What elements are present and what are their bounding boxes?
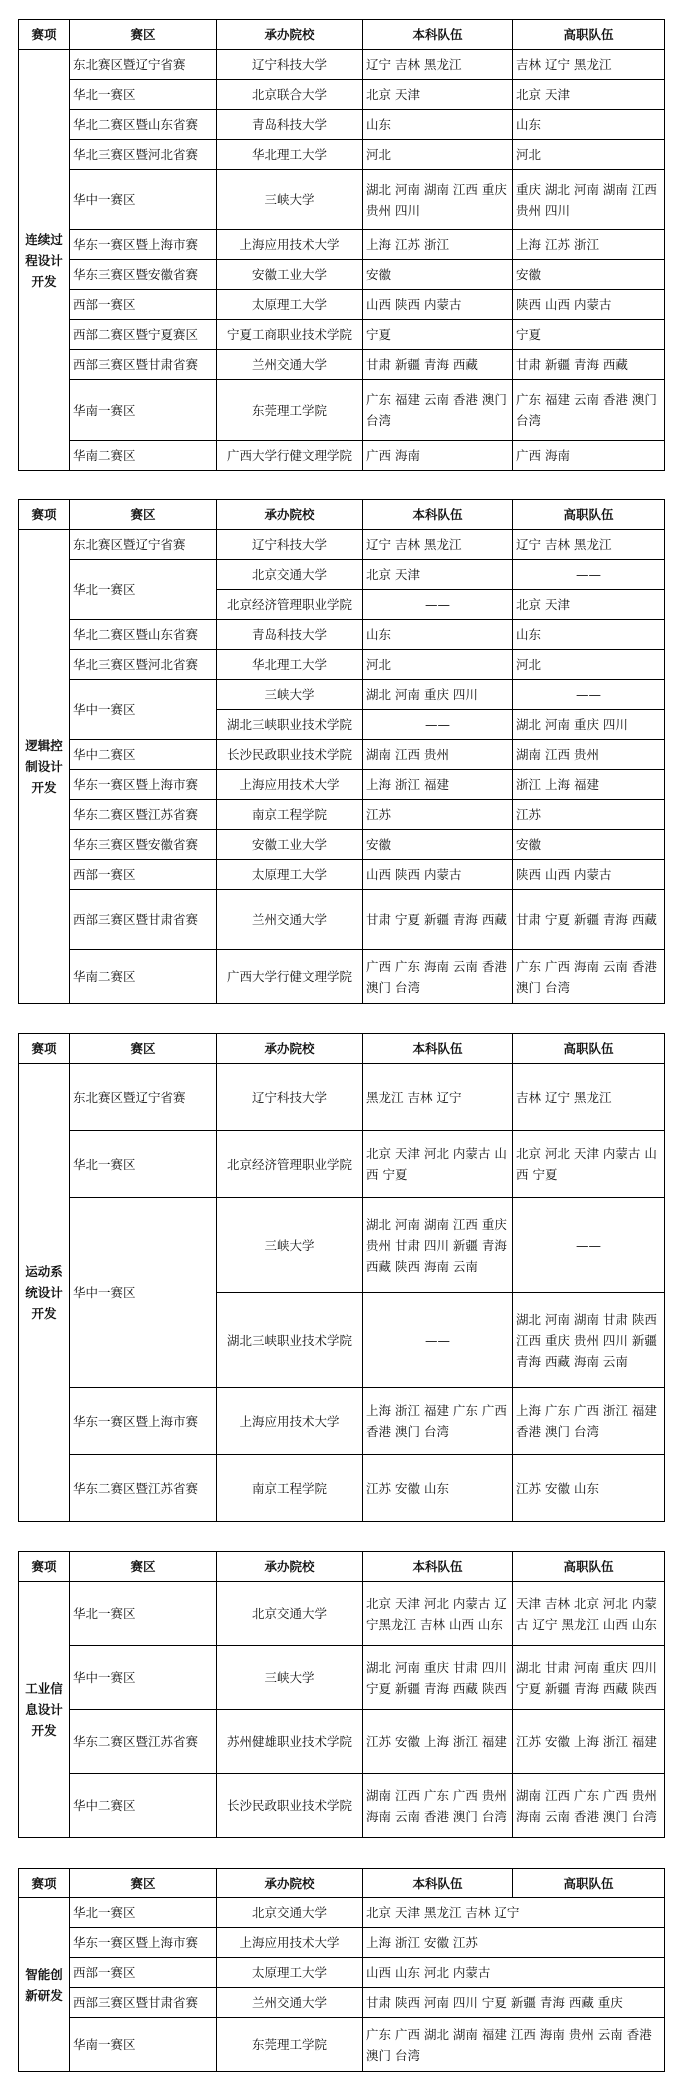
- table-row: [19, 170, 665, 230]
- header-item: 赛项: [19, 1869, 70, 1898]
- vocational-cell: 安徽: [513, 260, 665, 290]
- header-undergrad: 本科队伍: [363, 1034, 513, 1064]
- zone-cell: 华中一赛区: [70, 680, 217, 740]
- table-row: [19, 1898, 665, 1928]
- vocational-cell: 陕西 山西 内蒙古: [513, 290, 665, 320]
- zone-cell: 华北三赛区暨河北省赛: [70, 140, 217, 170]
- vocational-cell: 辽宁 吉林 黑龙江: [513, 530, 665, 560]
- host-cell: 青岛科技大学: [217, 620, 363, 650]
- event-name: 智能创新研发: [19, 1898, 70, 2072]
- host-cell: 三峡大学: [217, 1198, 363, 1293]
- undergrad-cell: 广东 福建 云南 香港 澳门 台湾: [363, 380, 513, 441]
- undergrad-cell: 湖南 江西 贵州: [363, 740, 513, 770]
- header-undergrad: 本科队伍: [363, 1552, 513, 1582]
- table-header-row: [19, 20, 665, 50]
- undergrad-cell: 江苏 安徽 山东: [363, 1455, 513, 1522]
- header-host: 承办院校: [217, 500, 363, 530]
- zone-cell: 华中一赛区: [70, 170, 217, 230]
- table-row: [19, 530, 665, 560]
- teams-cell: 山西 山东 河北 内蒙古: [363, 1958, 665, 1988]
- vocational-cell: 河北: [513, 140, 665, 170]
- zone-cell: 华中二赛区: [70, 1774, 217, 1838]
- zone-cell: 西部二赛区暨宁夏赛区: [70, 320, 217, 350]
- table-row: [19, 560, 665, 590]
- undergrad-cell: 山东: [363, 620, 513, 650]
- host-cell: 广西大学行健文理学院: [217, 441, 363, 471]
- undergrad-cell: 甘肃 宁夏 新疆 青海 西藏: [363, 890, 513, 950]
- zone-cell: 华东二赛区暨江苏省赛: [70, 800, 217, 830]
- undergrad-cell: 北京 天津 河北 内蒙古 山西 宁夏: [363, 1131, 513, 1198]
- vocational-cell: 上海 江苏 浙江: [513, 230, 665, 260]
- host-cell: 北京交通大学: [217, 1582, 363, 1646]
- undergrad-cell: 安徽: [363, 830, 513, 860]
- table-row: [19, 441, 665, 471]
- table-row: [19, 1582, 665, 1646]
- vocational-cell: 湖南 江西 广东 广西 贵州 海南 云南 香港 澳门 台湾: [513, 1774, 665, 1838]
- zone-cell: 华南二赛区: [70, 441, 217, 471]
- header-item: 赛项: [19, 20, 70, 50]
- host-cell: 北京经济管理职业学院: [217, 1131, 363, 1198]
- zone-cell: 西部三赛区暨甘肃省赛: [70, 350, 217, 380]
- vocational-cell: 安徽: [513, 830, 665, 860]
- undergrad-cell: 河北: [363, 650, 513, 680]
- undergrad-cell: 黑龙江 吉林 辽宁: [363, 1064, 513, 1131]
- event-name: 运动系统设计开发: [19, 1064, 70, 1522]
- host-cell: 宁夏工商职业技术学院: [217, 320, 363, 350]
- zone-cell: 华南一赛区: [70, 2018, 217, 2072]
- table-row: [19, 1988, 665, 2018]
- host-cell: 辽宁科技大学: [217, 1064, 363, 1131]
- vocational-cell: 江苏: [513, 800, 665, 830]
- undergrad-cell: 江苏 安徽 上海 浙江 福建: [363, 1710, 513, 1774]
- table-row: [19, 1710, 665, 1774]
- teams-cell: 甘肃 陕西 河南 四川 宁夏 新疆 青海 西藏 重庆: [363, 1988, 665, 2018]
- table-row: [19, 1774, 665, 1838]
- zone-cell: 西部一赛区: [70, 290, 217, 320]
- table-row: [19, 50, 665, 80]
- host-cell: 上海应用技术大学: [217, 770, 363, 800]
- undergrad-cell: 安徽: [363, 260, 513, 290]
- table-row: [19, 380, 665, 441]
- vocational-cell: 吉林 辽宁 黑龙江: [513, 50, 665, 80]
- undergrad-cell: 北京 天津 河北 内蒙古 辽宁黑龙江 吉林 山西 山东: [363, 1582, 513, 1646]
- table-header-row: [19, 1869, 665, 1898]
- zone-cell: 华北一赛区: [70, 1582, 217, 1646]
- host-cell: 上海应用技术大学: [217, 1928, 363, 1958]
- teams-cell: 上海 浙江 安徽 江苏: [363, 1928, 665, 1958]
- header-vocational: 高职队伍: [513, 1552, 665, 1582]
- vocational-cell: 北京 天津: [513, 590, 665, 620]
- event-name: 连续过程设计开发: [19, 50, 70, 471]
- header-zone: 赛区: [70, 1552, 217, 1582]
- zone-cell: 西部一赛区: [70, 1958, 217, 1988]
- host-cell: 北京交通大学: [217, 1898, 363, 1928]
- host-cell: 三峡大学: [217, 1646, 363, 1710]
- undergrad-cell-empty: ——: [363, 710, 513, 740]
- table-row: [19, 680, 665, 710]
- host-cell: 东莞理工学院: [217, 2018, 363, 2072]
- undergrad-cell: 江苏: [363, 800, 513, 830]
- host-cell: 安徽工业大学: [217, 830, 363, 860]
- header-item: 赛项: [19, 500, 70, 530]
- host-cell: 太原理工大学: [217, 290, 363, 320]
- host-cell: 长沙民政职业技术学院: [217, 740, 363, 770]
- header-host: 承办院校: [217, 1552, 363, 1582]
- vocational-cell: 山东: [513, 620, 665, 650]
- table-row: [19, 1388, 665, 1455]
- table-row: [19, 1064, 665, 1131]
- host-cell: 太原理工大学: [217, 1958, 363, 1988]
- undergrad-cell-empty: ——: [363, 590, 513, 620]
- table-row: [19, 290, 665, 320]
- vocational-cell: 广东 福建 云南 香港 澳门 台湾: [513, 380, 665, 441]
- host-cell: 东莞理工学院: [217, 380, 363, 441]
- undergrad-cell: 北京 天津: [363, 80, 513, 110]
- zone-cell: 东北赛区暨辽宁省赛: [70, 1064, 217, 1131]
- zone-cell: 华北一赛区: [70, 1898, 217, 1928]
- host-cell: 兰州交通大学: [217, 890, 363, 950]
- host-cell: 苏州健雄职业技术学院: [217, 1710, 363, 1774]
- host-cell: 北京交通大学: [217, 560, 363, 590]
- vocational-cell: 湖北 河南 重庆 四川: [513, 710, 665, 740]
- table-row: [19, 2018, 665, 2072]
- zone-cell: 华北一赛区: [70, 560, 217, 620]
- zone-cell: 西部一赛区: [70, 860, 217, 890]
- header-host: 承办院校: [217, 1034, 363, 1064]
- table-row: [19, 890, 665, 950]
- vocational-cell: 浙江 上海 福建: [513, 770, 665, 800]
- header-vocational: 高职队伍: [513, 500, 665, 530]
- vocational-cell: 宁夏: [513, 320, 665, 350]
- vocational-cell: 上海 广东 广西 浙江 福建 香港 澳门 台湾: [513, 1388, 665, 1455]
- zone-cell: 华东二赛区暨江苏省赛: [70, 1455, 217, 1522]
- undergrad-cell: 湖北 河南 湖南 江西 重庆 贵州 四川: [363, 170, 513, 230]
- undergrad-cell: 山西 陕西 内蒙古: [363, 290, 513, 320]
- host-cell: 兰州交通大学: [217, 350, 363, 380]
- header-host: 承办院校: [217, 20, 363, 50]
- table-row: [19, 1646, 665, 1710]
- table-row: [19, 1198, 665, 1293]
- zone-cell: 华北三赛区暨河北省赛: [70, 650, 217, 680]
- undergrad-cell: 河北: [363, 140, 513, 170]
- host-cell: 湖北三峡职业技术学院: [217, 710, 363, 740]
- schedule-table-continuous-process: [18, 19, 665, 471]
- vocational-cell: 湖北 河南 湖南 甘肃 陕西 江西 重庆 贵州 四川 新疆 青海 西藏 海南 云南: [513, 1293, 665, 1388]
- vocational-cell: 河北: [513, 650, 665, 680]
- table-row: [19, 140, 665, 170]
- vocational-cell: 湖南 江西 贵州: [513, 740, 665, 770]
- undergrad-cell: 湖北 河南 重庆 四川: [363, 680, 513, 710]
- zone-cell: 华北一赛区: [70, 1131, 217, 1198]
- undergrad-cell: 山西 陕西 内蒙古: [363, 860, 513, 890]
- zone-cell: 华东二赛区暨江苏省赛: [70, 1710, 217, 1774]
- table-row: [19, 860, 665, 890]
- zone-cell: 东北赛区暨辽宁省赛: [70, 530, 217, 560]
- schedule-table-motion-system: [18, 1033, 665, 1522]
- undergrad-cell: 甘肃 新疆 青海 西藏: [363, 350, 513, 380]
- vocational-cell: 甘肃 新疆 青海 西藏: [513, 350, 665, 380]
- vocational-cell: 江苏 安徽 山东: [513, 1455, 665, 1522]
- undergrad-cell: 宁夏: [363, 320, 513, 350]
- undergrad-cell: 辽宁 吉林 黑龙江: [363, 530, 513, 560]
- table-row: [19, 320, 665, 350]
- undergrad-cell: 湖北 河南 湖南 江西 重庆 贵州 甘肃 四川 新疆 青海 西藏 陕西 海南 云南: [363, 1198, 513, 1293]
- undergrad-cell: 辽宁 吉林 黑龙江: [363, 50, 513, 80]
- zone-cell: 华南一赛区: [70, 380, 217, 441]
- header-zone: 赛区: [70, 1034, 217, 1064]
- host-cell: 三峡大学: [217, 680, 363, 710]
- table-header-row: [19, 500, 665, 530]
- host-cell: 华北理工大学: [217, 650, 363, 680]
- zone-cell: 华北二赛区暨山东省赛: [70, 110, 217, 140]
- header-zone: 赛区: [70, 500, 217, 530]
- table-row: [19, 800, 665, 830]
- header-host: 承办院校: [217, 1869, 363, 1898]
- host-cell: 安徽工业大学: [217, 260, 363, 290]
- header-zone: 赛区: [70, 20, 217, 50]
- host-cell: 北京经济管理职业学院: [217, 590, 363, 620]
- table-row: [19, 1131, 665, 1198]
- undergrad-cell: 广西 广东 海南 云南 香港 澳门 台湾: [363, 950, 513, 1004]
- table-row: [19, 740, 665, 770]
- zone-cell: 东北赛区暨辽宁省赛: [70, 50, 217, 80]
- zone-cell: 华东一赛区暨上海市赛: [70, 770, 217, 800]
- undergrad-cell: 北京 天津: [363, 560, 513, 590]
- host-cell: 辽宁科技大学: [217, 530, 363, 560]
- vocational-cell: 北京 天津: [513, 80, 665, 110]
- table-row: [19, 350, 665, 380]
- table-row: [19, 80, 665, 110]
- table-row: [19, 830, 665, 860]
- zone-cell: 华中一赛区: [70, 1646, 217, 1710]
- teams-cell: 北京 天津 黑龙江 吉林 辽宁: [363, 1898, 665, 1928]
- schedule-table-industrial-info: [18, 1551, 665, 1838]
- table-row: [19, 650, 665, 680]
- header-vocational: 高职队伍: [513, 20, 665, 50]
- header-vocational: 高职队伍: [513, 1869, 665, 1898]
- table-row: [19, 230, 665, 260]
- zone-cell: 华东三赛区暨安徽省赛: [70, 260, 217, 290]
- table-row: [19, 950, 665, 1004]
- vocational-cell: 广西 海南: [513, 441, 665, 471]
- table-row: [19, 1928, 665, 1958]
- host-cell: 长沙民政职业技术学院: [217, 1774, 363, 1838]
- zone-cell: 华南二赛区: [70, 950, 217, 1004]
- host-cell: 北京联合大学: [217, 80, 363, 110]
- vocational-cell: 天津 吉林 北京 河北 内蒙古 辽宁 黑龙江 山西 山东: [513, 1582, 665, 1646]
- vocational-cell-empty: ——: [513, 1198, 665, 1293]
- schedule-table-intelligent-innovation: [18, 1868, 665, 2072]
- zone-cell: 华东一赛区暨上海市赛: [70, 1928, 217, 1958]
- header-item: 赛项: [19, 1552, 70, 1582]
- undergrad-cell: 上海 江苏 浙江: [363, 230, 513, 260]
- vocational-cell: 甘肃 宁夏 新疆 青海 西藏: [513, 890, 665, 950]
- undergrad-cell-empty: ——: [363, 1293, 513, 1388]
- table-row: [19, 1958, 665, 1988]
- teams-cell: 广东 广西 湖北 湖南 福建 江西 海南 贵州 云南 香港 澳门 台湾: [363, 2018, 665, 2072]
- host-cell: 广西大学行健文理学院: [217, 950, 363, 1004]
- zone-cell: 华北二赛区暨山东省赛: [70, 620, 217, 650]
- host-cell: 太原理工大学: [217, 860, 363, 890]
- table-header-row: [19, 1034, 665, 1064]
- table-row: [19, 110, 665, 140]
- host-cell: 南京工程学院: [217, 1455, 363, 1522]
- zone-cell: 华中二赛区: [70, 740, 217, 770]
- vocational-cell: 山东: [513, 110, 665, 140]
- table-header-row: [19, 1552, 665, 1582]
- vocational-cell: 湖北 甘肃 河南 重庆 四川 宁夏 新疆 青海 西藏 陕西: [513, 1646, 665, 1710]
- undergrad-cell: 上海 浙江 福建 广东 广西 香港 澳门 台湾: [363, 1388, 513, 1455]
- host-cell: 湖北三峡职业技术学院: [217, 1293, 363, 1388]
- host-cell: 辽宁科技大学: [217, 50, 363, 80]
- table-row: [19, 620, 665, 650]
- vocational-cell: 江苏 安徽 上海 浙江 福建: [513, 1710, 665, 1774]
- zone-cell: 华北一赛区: [70, 80, 217, 110]
- vocational-cell-empty: ——: [513, 680, 665, 710]
- undergrad-cell: 湖北 河南 重庆 甘肃 四川 宁夏 新疆 青海 西藏 陕西: [363, 1646, 513, 1710]
- host-cell: 三峡大学: [217, 170, 363, 230]
- vocational-cell: 北京 河北 天津 内蒙古 山西 宁夏: [513, 1131, 665, 1198]
- undergrad-cell: 山东: [363, 110, 513, 140]
- header-vocational: 高职队伍: [513, 1034, 665, 1064]
- vocational-cell: 重庆 湖北 河南 湖南 江西 贵州 四川: [513, 170, 665, 230]
- host-cell: 上海应用技术大学: [217, 230, 363, 260]
- table-row: [19, 260, 665, 290]
- header-undergrad: 本科队伍: [363, 500, 513, 530]
- host-cell: 青岛科技大学: [217, 110, 363, 140]
- undergrad-cell: 广西 海南: [363, 441, 513, 471]
- host-cell: 华北理工大学: [217, 140, 363, 170]
- zone-cell: 华中一赛区: [70, 1198, 217, 1388]
- vocational-cell: 陕西 山西 内蒙古: [513, 860, 665, 890]
- event-name: 工业信息设计开发: [19, 1582, 70, 1838]
- zone-cell: 西部三赛区暨甘肃省赛: [70, 890, 217, 950]
- vocational-cell: 吉林 辽宁 黑龙江: [513, 1064, 665, 1131]
- host-cell: 上海应用技术大学: [217, 1388, 363, 1455]
- undergrad-cell: 上海 浙江 福建: [363, 770, 513, 800]
- event-name: 逻辑控制设计开发: [19, 530, 70, 1004]
- table-row: [19, 1455, 665, 1522]
- zone-cell: 华东一赛区暨上海市赛: [70, 230, 217, 260]
- zone-cell: 华东一赛区暨上海市赛: [70, 1388, 217, 1455]
- undergrad-cell: 湖南 江西 广东 广西 贵州 海南 云南 香港 澳门 台湾: [363, 1774, 513, 1838]
- header-zone: 赛区: [70, 1869, 217, 1898]
- header-item: 赛项: [19, 1034, 70, 1064]
- header-undergrad: 本科队伍: [363, 1869, 513, 1898]
- zone-cell: 西部三赛区暨甘肃省赛: [70, 1988, 217, 2018]
- vocational-cell: 广东 广西 海南 云南 香港 澳门 台湾: [513, 950, 665, 1004]
- zone-cell: 华东三赛区暨安徽省赛: [70, 830, 217, 860]
- host-cell: 南京工程学院: [217, 800, 363, 830]
- host-cell: 兰州交通大学: [217, 1988, 363, 2018]
- table-row: [19, 770, 665, 800]
- vocational-cell-empty: ——: [513, 560, 665, 590]
- header-undergrad: 本科队伍: [363, 20, 513, 50]
- schedule-table-logic-control: [18, 499, 665, 1004]
